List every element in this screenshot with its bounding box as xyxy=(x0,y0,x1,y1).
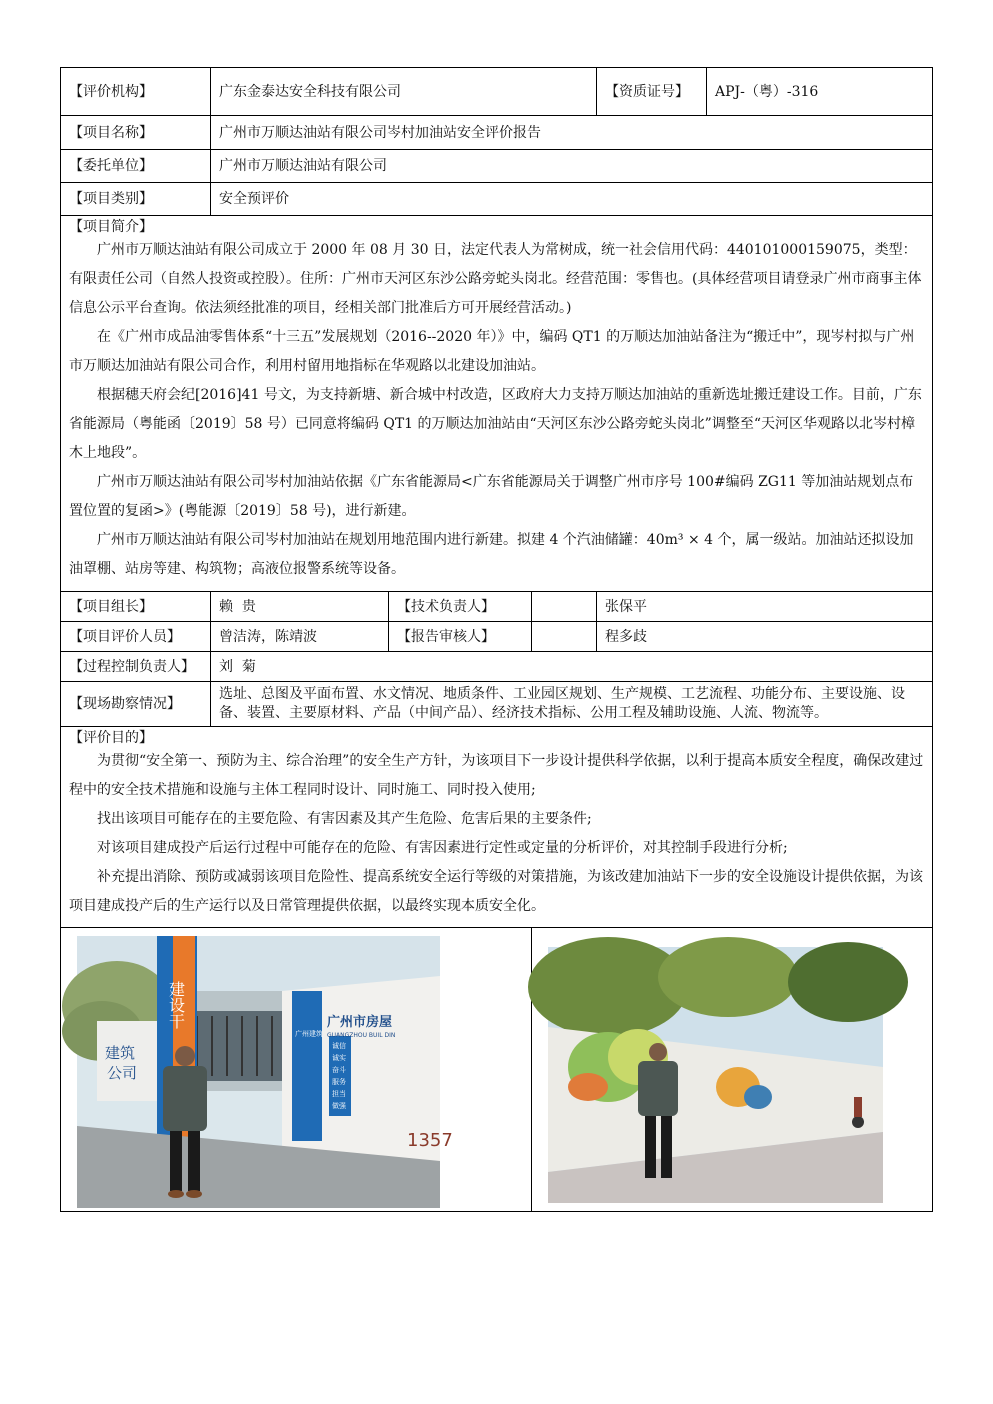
left-board-line: 诚信 xyxy=(332,1041,346,1050)
intro-paragraph: 广州市万顺达油站有限公司成立于 2000 年 08 月 30 日，法定代表人为常树成，统一社会信用代码：440101000159075，类型：有限责任公司（自然人投资或控股）。住所：广州市天河区东沙公路旁蛇头岗北。经营范围：零售也。(具体经营项目请登录广州市商事主体信息公示平台查询。依法须经批准的项目，经相关部门批准后方可开展经营活动。) xyxy=(69,242,922,316)
evaluators-value: 曾洁涛，陈靖波 xyxy=(211,622,389,652)
left-gate-text2: 公司 xyxy=(107,1063,138,1082)
client-label: 【委托单位】 xyxy=(61,150,211,183)
org-row xyxy=(61,68,933,116)
left-gate-text: 建筑 xyxy=(105,1043,136,1062)
survey-row xyxy=(61,682,933,727)
purpose-paragraph: 补充提出消除、预防或减弱该项目危险性、提高系统安全运行等级的对策措施，为该改建加油站下一步的安全设施设计提供依据，为该项目建成投产后的生产运行以及日常管理提供依据，以最终实现本质安全化。 xyxy=(69,869,923,914)
photos-row xyxy=(61,928,933,1212)
category-row xyxy=(61,183,933,216)
left-board-line: 奋斗 xyxy=(332,1065,346,1074)
purpose-paragraph: 对该项目建成投产后运行过程中可能存在的危险、有害因素进行定性或定量的分析评价，对其控制手段进行分析; xyxy=(97,840,788,856)
reviewer-label-spacer xyxy=(532,622,597,652)
cert-value: APJ-（粤）-316 xyxy=(707,68,933,116)
client-row xyxy=(61,150,933,183)
tech-value: 张保平 xyxy=(597,592,933,622)
category-value: 安全预评价 xyxy=(211,183,933,216)
site-photo-left xyxy=(77,936,453,1208)
intro-cell xyxy=(61,216,933,592)
reviewer-label: 【报告审核人】 xyxy=(389,622,532,652)
intro-paragraph: 根据穗天府会纪[2016]41 号文，为支持新塘、新合城中村改造，区政府大力支持万顺达加油站的重新选址搬迁建设工作。目前，广东省能源局（粤能函〔2019〕58 号）已同意将编码 QT1 的万顺达加油站由“天河区东沙公路旁蛇头岗北”调整至“天河区华观路以北岑村樟木上地段”。 xyxy=(69,387,922,461)
left-wall-logo: 广州建筑 xyxy=(295,1029,323,1038)
purpose-label: 【评价目的】 xyxy=(69,730,153,746)
leader-value: 赖 贵 xyxy=(211,592,389,622)
leader-label: 【项目组长】 xyxy=(61,592,211,622)
intro-paragraph: 广州市万顺达油站有限公司岑村加油站依据《广东省能源局<广东省能源局关于调整广州市序号 100#编码 ZG11 等加油站规划点布置位置的复函>》(粤能源〔2019〕58 号)，进行新建。 xyxy=(69,474,914,519)
site-photo-right xyxy=(548,947,883,1203)
tech-label-spacer xyxy=(532,592,597,622)
reviewer-value: 程多歧 xyxy=(597,622,933,652)
left-board-lines xyxy=(329,1036,351,1116)
survey-label: 【现场勘察情况】 xyxy=(61,682,211,727)
intro-row xyxy=(61,216,933,592)
left-pillar-text: 建设干 xyxy=(166,980,186,1029)
org-label: 【评价机构】 xyxy=(61,68,211,116)
project-name-label: 【项目名称】 xyxy=(61,116,211,150)
process-value: 刘 菊 xyxy=(211,652,933,682)
org-value: 广东金泰达安全科技有限公司 xyxy=(211,68,597,116)
purpose-paragraph: 找出该项目可能存在的主要危险、有害因素及其产生危险、危害后果的主要条件; xyxy=(97,811,592,827)
client-value: 广州市万顺达油站有限公司 xyxy=(211,150,933,183)
photo-cell-right xyxy=(532,928,933,1212)
report-sheet xyxy=(60,67,932,1212)
survey-value: 选址、总图及平面布置、水文情况、地质条件、工业园区规划、生产规模、工艺流程、功能分布、主要设施、设备、装置、主要原材料、产品（中间产品）、经济技术指标、公用工程及辅助设施、人流、物流等。 xyxy=(211,682,933,727)
purpose-paragraph: 为贯彻“安全第一、预防为主、综合治理”的安全生产方针，为该项目下一步设计提供科学依据，以利于提高本质安全程度，确保改建过程中的安全技术措施和设施与主体工程同时设计、同时施工、同时投入使用; xyxy=(69,753,924,798)
left-graffiti: 1357 xyxy=(407,1129,453,1151)
cert-label: 【资质证号】 xyxy=(597,68,707,116)
project-name-row xyxy=(61,116,933,150)
left-board-line: 做强 xyxy=(332,1101,346,1110)
leader-row xyxy=(61,592,933,622)
purpose-cell xyxy=(61,727,933,928)
evaluators-label: 【项目评价人员】 xyxy=(61,622,211,652)
intro-paragraph: 在《广州市成品油零售体系“十三五”发展规划（2016--2020 年）》中，编码 QT1 的万顺达加油站备注为“搬迁中”，现岑村拟与广州市万顺达加油站有限公司合作，利用村留用地指标在华观路以北建设加油站。 xyxy=(69,329,915,374)
project-name-value: 广州市万顺达油站有限公司岑村加油站安全评价报告 xyxy=(211,116,933,150)
left-board-line: 担当 xyxy=(332,1089,346,1098)
intro-label: 【项目简介】 xyxy=(69,219,153,235)
left-board-line: 诚实 xyxy=(332,1053,346,1062)
left-board-line: 服务 xyxy=(332,1077,346,1086)
tech-label: 【技术负责人】 xyxy=(389,592,532,622)
evaluators-row xyxy=(61,622,933,652)
purpose-row xyxy=(61,727,933,928)
process-row xyxy=(61,652,933,682)
left-wall-title: 广州市房屋 xyxy=(327,1014,393,1030)
photo-cell-left xyxy=(61,928,532,1212)
process-label: 【过程控制负责人】 xyxy=(61,652,211,682)
intro-paragraph: 广州市万顺达油站有限公司岑村加油站在规划用地范围内进行新建。拟建 4 个汽油储罐：40m³ × 4 个，属一级站。加油站还拟设加油罩棚、站房等建、构筑物；高液位报警系统等设备。 xyxy=(69,532,914,577)
category-label: 【项目类别】 xyxy=(61,183,211,216)
info-table xyxy=(60,67,933,1212)
left-wall-subtitle: GUANGZHOU BUIL DIN xyxy=(327,1031,396,1039)
